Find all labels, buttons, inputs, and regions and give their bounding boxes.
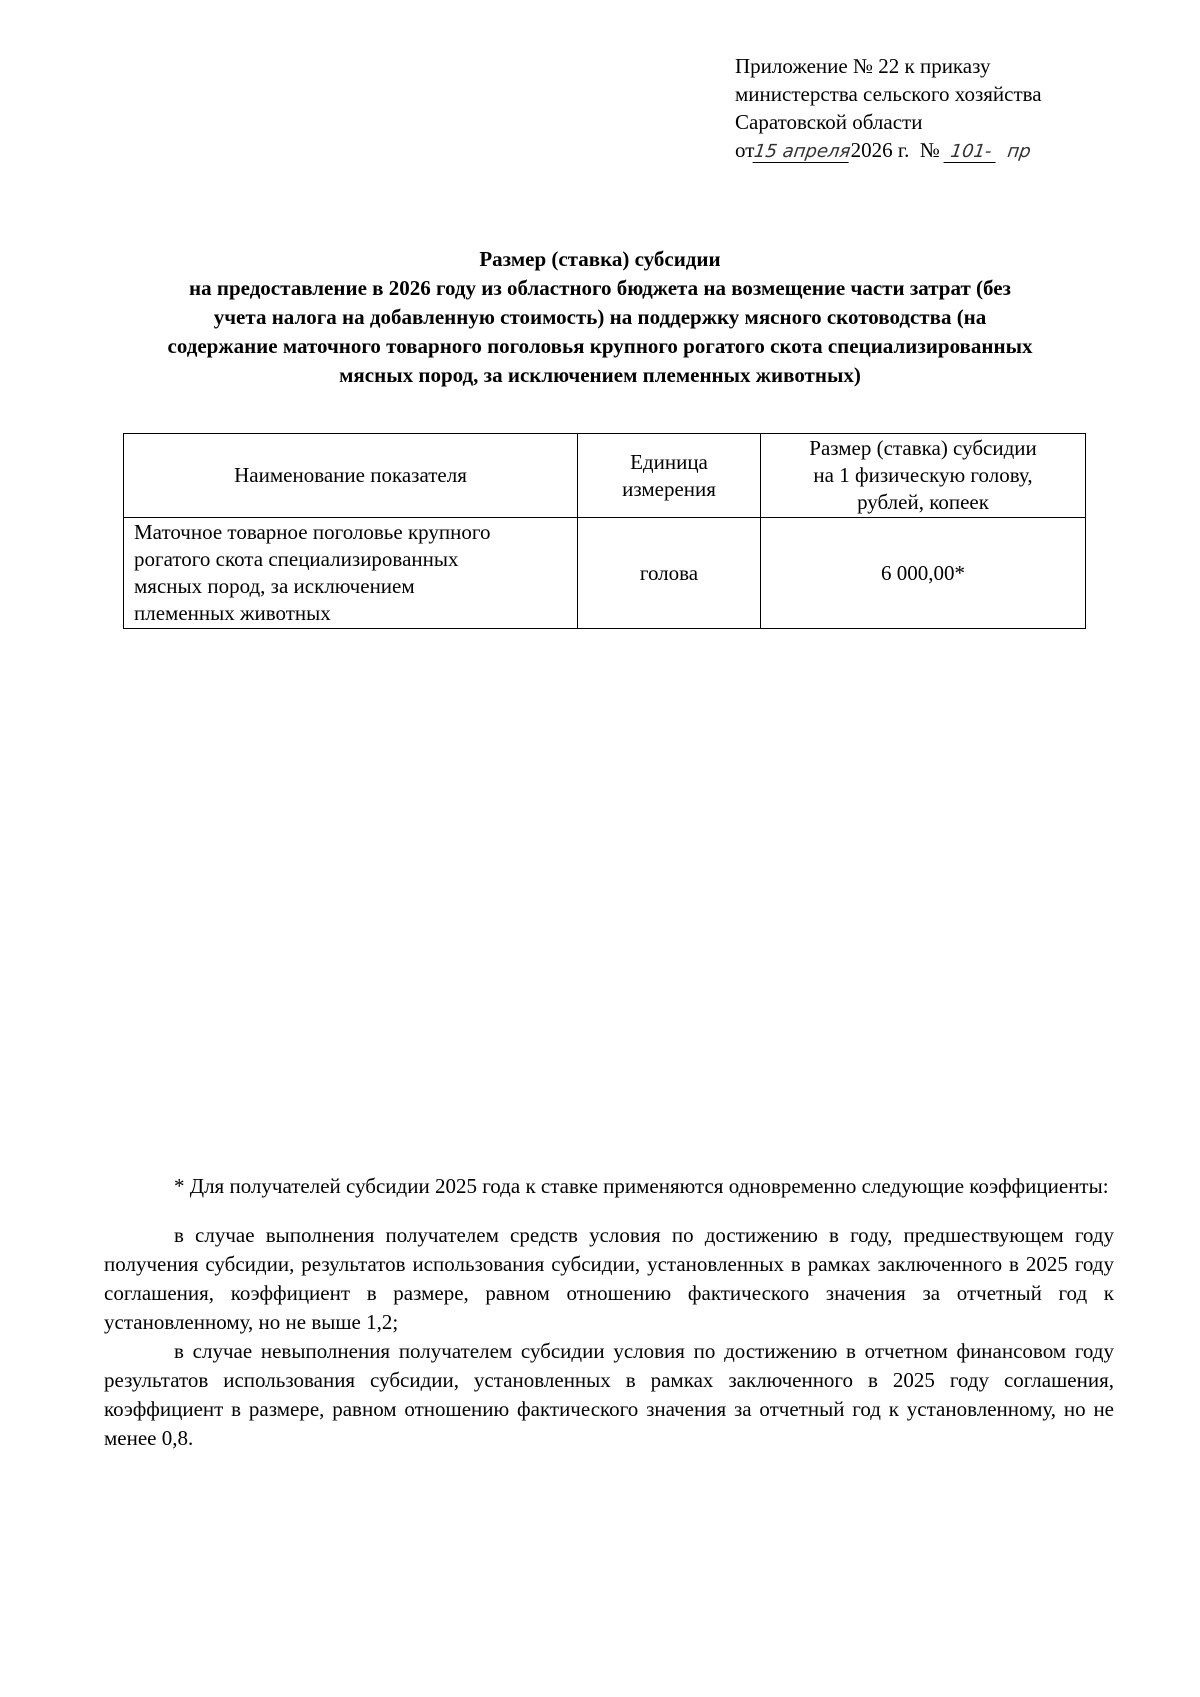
- date-prefix: от: [735, 138, 755, 162]
- footnote-item-2: в случае невыполнения получателем субсидии условия по достижению в отчетном финансовом году результатов использования субсидии, установленных в рамках заключенного в 2025 году соглашения, коэффициент в размере, равном отношению фактического значения за отчетный год к установленному, но не менее 0,8.: [104, 1339, 1114, 1450]
- row-name-line-3: мясных пород, за исключением: [134, 574, 415, 598]
- date-year: 2026 г.: [850, 138, 910, 162]
- row-rate: 6 000,00*: [761, 518, 1086, 629]
- footnote-intro: * Для получателей субсидии 2025 года к ставке применяются одновременно следующие коэффициенты:: [174, 1174, 1109, 1198]
- table-row: [124, 518, 1086, 629]
- document-title: [80, 245, 1120, 390]
- row-unit: голова: [578, 518, 761, 629]
- appendix-line-3: Саратовской области: [735, 110, 923, 134]
- footnote-item-1: в случае выполнения получателем средств условия по достижению в году, предшествующем году получения субсидии, результатов использования субсидии, установленных в рамках заключенного в 2025 году соглашения, коэффициент в размере, равном отношению фактического значения за отчетный год к установленному, но не выше 1,2;: [104, 1223, 1114, 1334]
- table-header-row: [124, 434, 1086, 518]
- header-rate: [761, 434, 1086, 518]
- header-unit-line-1: Единица: [630, 449, 708, 474]
- title-line-5: мясных пород, за исключением племенных животных): [339, 363, 861, 387]
- row-name-line-1: Маточное товарное поголовье крупного: [134, 520, 491, 544]
- footnotes: [104, 1172, 1114, 1453]
- title-line-1: Размер (ставка) субсидии: [479, 247, 721, 271]
- header-name: Наименование показателя: [124, 434, 578, 518]
- header-unit: [578, 434, 761, 518]
- title-line-3: учета налога на добавленную стоимость) на поддержку мясного скотоводства (на: [213, 305, 987, 329]
- appendix-header: [735, 52, 1042, 164]
- appendix-line-1: Приложение № 22 к приказу: [735, 54, 991, 78]
- handwritten-number-suffix: пр: [1006, 141, 1033, 162]
- appendix-date-line: [735, 136, 1042, 164]
- header-unit-line-2: измерения: [622, 476, 716, 501]
- subsidy-rate-table: [123, 433, 1086, 629]
- handwritten-number: 101-: [944, 142, 999, 163]
- header-rate-line-3: рублей, копеек: [857, 490, 989, 514]
- header-rate-line-2: на 1 физическую голову,: [813, 463, 1033, 487]
- handwritten-date: 15 апреля: [753, 141, 853, 162]
- number-prefix: №: [919, 138, 940, 162]
- appendix-line-2: министерства сельского хозяйства: [735, 82, 1042, 106]
- row-name-line-4: племенных животных: [134, 601, 331, 625]
- row-name: [124, 518, 578, 629]
- title-line-4: содержание маточного товарного поголовья крупного рогатого скота специализированных: [167, 334, 1033, 358]
- title-line-2: на предоставление в 2026 году из областного бюджета на возмещение части затрат (без: [189, 276, 1011, 300]
- row-name-line-2: рогатого скота специализированных: [134, 547, 459, 571]
- header-rate-line-1: Размер (ставка) субсидии: [809, 436, 1037, 460]
